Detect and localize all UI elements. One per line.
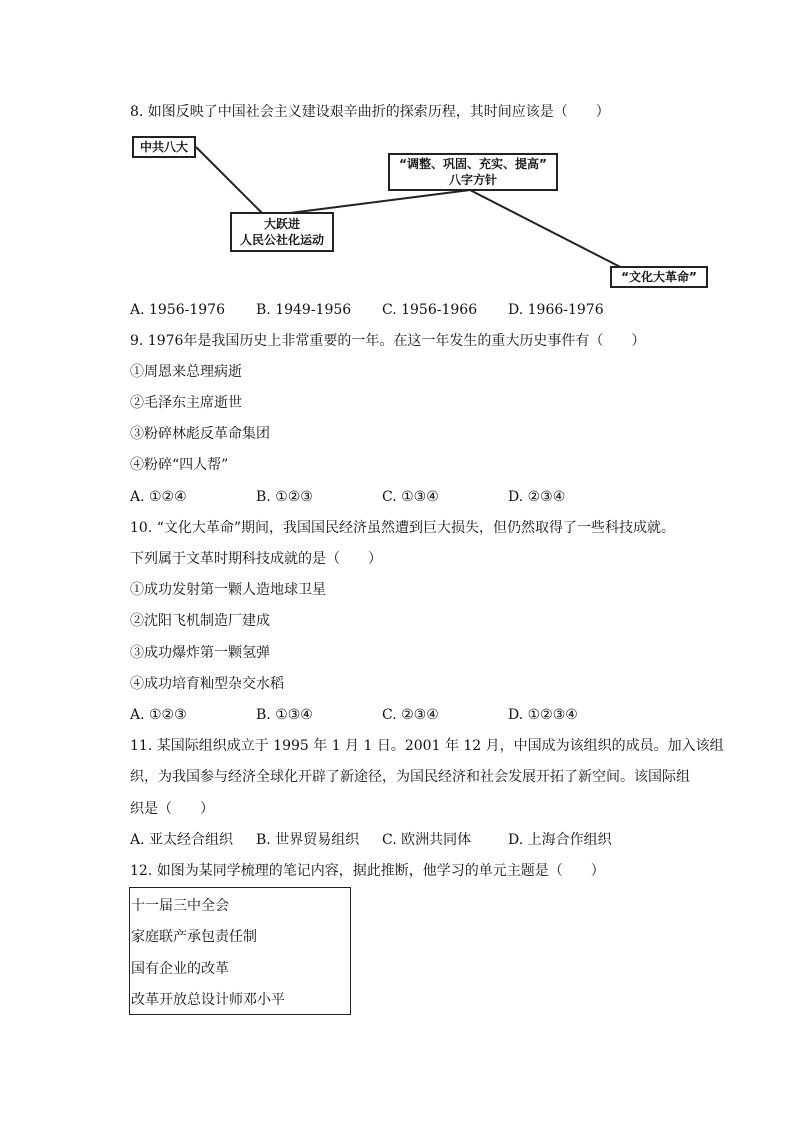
diagram-connector-lines bbox=[0, 0, 794, 300]
q10-stem-line2: 下列属于文革时期科技成就的是（ ） bbox=[130, 551, 382, 567]
q11-option-a[interactable]: A. 亚太经合组织 bbox=[130, 832, 234, 848]
q8-stem: 8. 如图反映了中国社会主义建设艰辛曲折的探索历程，其时间应该是（ ） bbox=[130, 104, 610, 120]
q8-option-d[interactable]: D. 1966-1976 bbox=[508, 302, 604, 318]
q8-option-b[interactable]: B. 1949-1956 bbox=[256, 302, 352, 318]
q12-notes-box bbox=[129, 887, 351, 1015]
q9-option-a[interactable]: A. ①②④ bbox=[130, 489, 187, 505]
q12-note-4: 改革开放总设计师邓小平 bbox=[131, 992, 285, 1008]
q9-option-b[interactable]: B. ①②③ bbox=[256, 489, 313, 505]
q11-stem-line1: 11. 某国际组织成立于 1995 年 1 月 1 日。2001 年 12 月，中国成为该组织的成员。加入该组 bbox=[130, 738, 724, 754]
diagram-node-eight-character-policy bbox=[388, 153, 558, 191]
q10-item-3: ③成功爆炸第一颗氢弹 bbox=[130, 645, 270, 661]
q12-stem: 12. 如图为某同学梳理的笔记内容，据此推断，他学习的单元主题是（ ） bbox=[130, 863, 605, 879]
q10-option-c[interactable]: C. ②③④ bbox=[382, 707, 439, 723]
diagram-node-cultural-revolution: “文化大革命” bbox=[610, 266, 708, 288]
q9-item-4: ④粉碎“四人帮” bbox=[130, 457, 229, 473]
q10-item-2: ②沈阳飞机制造厂建成 bbox=[130, 613, 270, 629]
q9-item-1: ①周恩来总理病逝 bbox=[130, 364, 242, 380]
q11-option-d[interactable]: D. 上海合作组织 bbox=[508, 832, 612, 848]
q11-option-b[interactable]: B. 世界贸易组织 bbox=[256, 832, 360, 848]
q12-note-1: 十一届三中全会 bbox=[131, 898, 229, 914]
q11-option-c[interactable]: C. 欧洲共同体 bbox=[382, 832, 472, 848]
q12-note-3: 国有企业的改革 bbox=[131, 961, 229, 977]
q11-stem-line2: 织，为我国参与经济全球化开辟了新途径，为国民经济和社会发展开拓了新空间。该国际组 bbox=[130, 769, 690, 785]
q9-item-3: ③粉碎林彪反革命集团 bbox=[130, 426, 270, 442]
diagram-node-great-leap bbox=[230, 212, 334, 252]
q8-option-c[interactable]: C. 1956-1966 bbox=[382, 302, 478, 318]
diagram-node-great-leap-line1: 大跃进 bbox=[263, 217, 300, 231]
q9-option-d[interactable]: D. ②③④ bbox=[508, 489, 566, 505]
q10-option-a[interactable]: A. ①②③ bbox=[130, 707, 187, 723]
diagram-node-policy-line2: 八字方针 bbox=[448, 173, 497, 187]
diagram-node-great-leap-line2: 人民公社化运动 bbox=[239, 233, 324, 247]
q8-option-a[interactable]: A. 1956-1976 bbox=[130, 302, 225, 318]
diagram-node-ccp-8th-congress: 中共八大 bbox=[132, 136, 196, 158]
q12-note-2: 家庭联产承包责任制 bbox=[131, 929, 257, 945]
q9-option-c[interactable]: C. ①③④ bbox=[382, 489, 439, 505]
diagram-node-policy-line1: “调整、巩固、充实、提高” bbox=[399, 157, 547, 171]
q10-stem-line1: 10. “文化大革命”期间，我国国民经济虽然遭到巨大损失，但仍然取得了一些科技成就。 bbox=[130, 520, 676, 536]
q10-option-b[interactable]: B. ①③④ bbox=[256, 707, 313, 723]
q10-item-4: ④成功培育籼型杂交水稻 bbox=[130, 676, 284, 692]
q9-stem: 9. 1976年是我国历史上非常重要的一年。在这一年发生的重大历史事件有（ ） bbox=[130, 333, 646, 349]
q9-item-2: ②毛泽东主席逝世 bbox=[130, 395, 242, 411]
q10-option-d[interactable]: D. ①②③④ bbox=[508, 707, 578, 723]
q10-item-1: ①成功发射第一颗人造地球卫星 bbox=[130, 582, 326, 598]
q11-stem-line3: 织是（ ） bbox=[130, 801, 214, 817]
